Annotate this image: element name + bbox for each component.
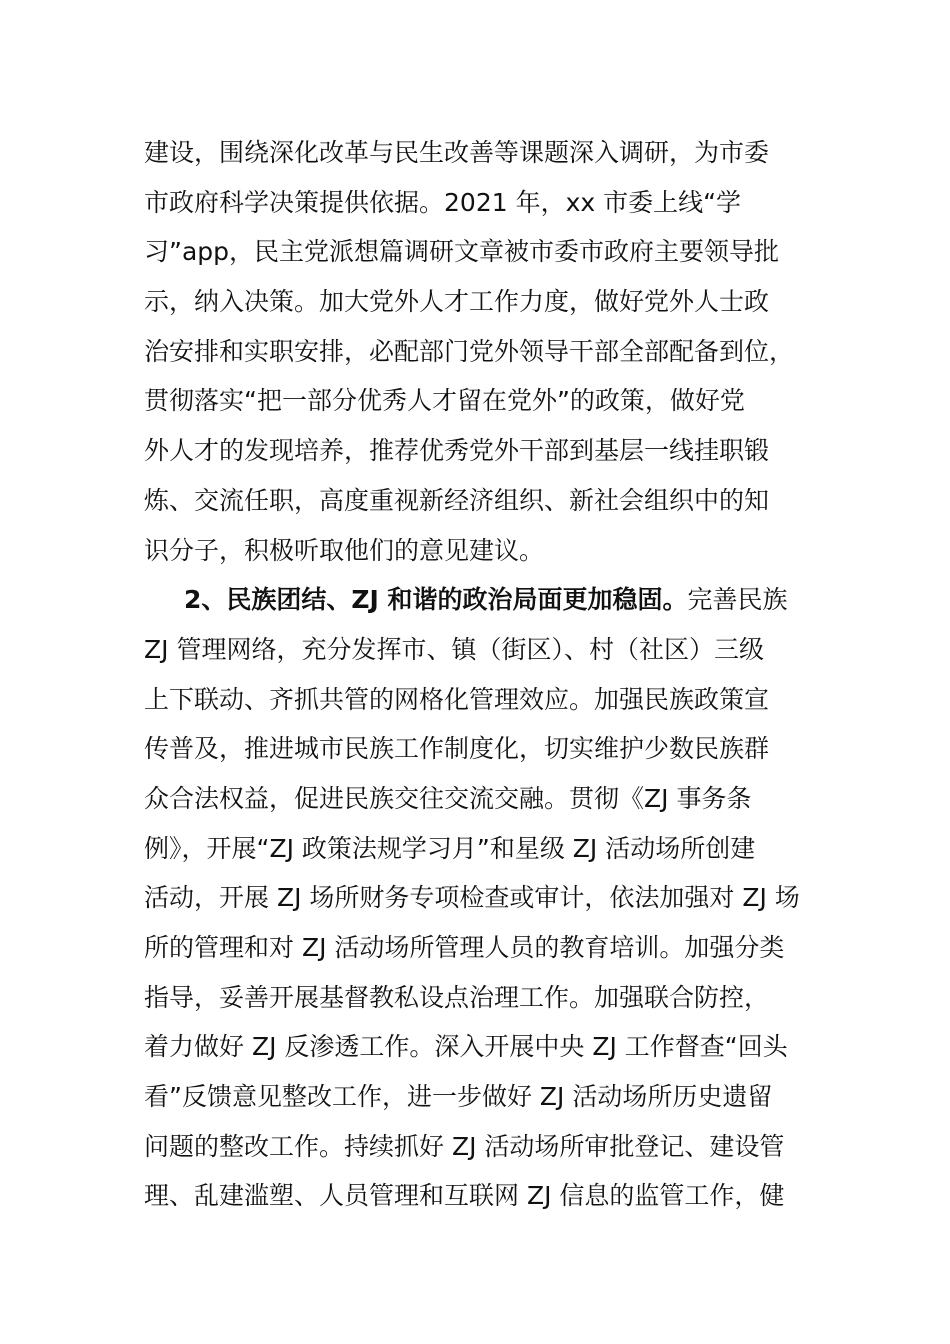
text-line: 问题的整改工作。持续抓好 ZJ 活动场所审批登记、建设管 <box>144 1131 785 1161</box>
text-line: 传普及，推进城市民族工作制度化，切实维护少数民族群 <box>144 734 770 764</box>
section-heading: 2、民族团结、ZJ 和谐的政治局面更加稳固。 <box>184 585 688 615</box>
text-line: 看”反馈意见整改工作，进一步做好 ZJ 活动场所历史遗留 <box>144 1082 773 1112</box>
text-line: 上下联动、齐抓共管的网格化管理效应。加强民族政策宣 <box>144 684 770 714</box>
paragraph-2-first-line <box>144 575 816 625</box>
text-line: 众合法权益，促进民族交往交流交融。贯彻《ZJ 事务条 <box>144 783 752 813</box>
text-line: 例》，开展“ZJ 政策法规学习月”和星级 ZJ 活动场所创建 <box>144 833 756 863</box>
text-line: 活动，开展 ZJ 场所财务专项检查或审计，依法加强对 ZJ 场 <box>144 883 800 913</box>
text-line: 治安排和实职安排，必配部门党外领导干部全部配备到位， <box>144 336 795 366</box>
text-line: 习”app，民主党派想篇调研文章被市委市政府主要领导批 <box>144 237 780 267</box>
text-line: 市政府科学决策提供依据。2021 年，xx 市委上线“学 <box>144 187 742 217</box>
text-line: 建设，围绕深化改革与民生改善等课题深入调研，为市委 <box>144 138 770 167</box>
text-run: 完善民族 <box>687 585 788 615</box>
text-line: 着力做好 ZJ 反渗透工作。深入开展中央 ZJ 工作督查“回头 <box>144 1032 788 1062</box>
text-line: 指导，妥善开展基督教私设点治理工作。加强联合防控， <box>144 982 770 1012</box>
text-line: 识分子，积极听取他们的意见建议。 <box>144 535 545 565</box>
paragraph-1 <box>144 128 816 575</box>
text-line: 所的管理和对 ZJ 活动场所管理人员的教育培训。加强分类 <box>144 933 785 962</box>
text-line: 炼、交流任职，高度重视新经济组织、新社会组织中的知 <box>144 485 770 515</box>
text-line: 外人才的发现培养，推荐优秀党外干部到基层一线挂职锻 <box>144 436 770 466</box>
text-line: 示，纳入决策。加大党外人才工作力度，做好党外人士政 <box>144 287 770 317</box>
document-body <box>144 128 816 1221</box>
text-line: ZJ 管理网络，充分发挥市、镇（街区）、村（社区）三级 <box>144 634 764 664</box>
paragraph-2 <box>144 575 816 1221</box>
text-line: 理、乱建滥塑、人员管理和互联网 ZJ 信息的监管工作，健 <box>144 1181 785 1211</box>
text-line: 贯彻落实“把一部分优秀人才留在党外”的政策，做好党 <box>144 386 745 416</box>
